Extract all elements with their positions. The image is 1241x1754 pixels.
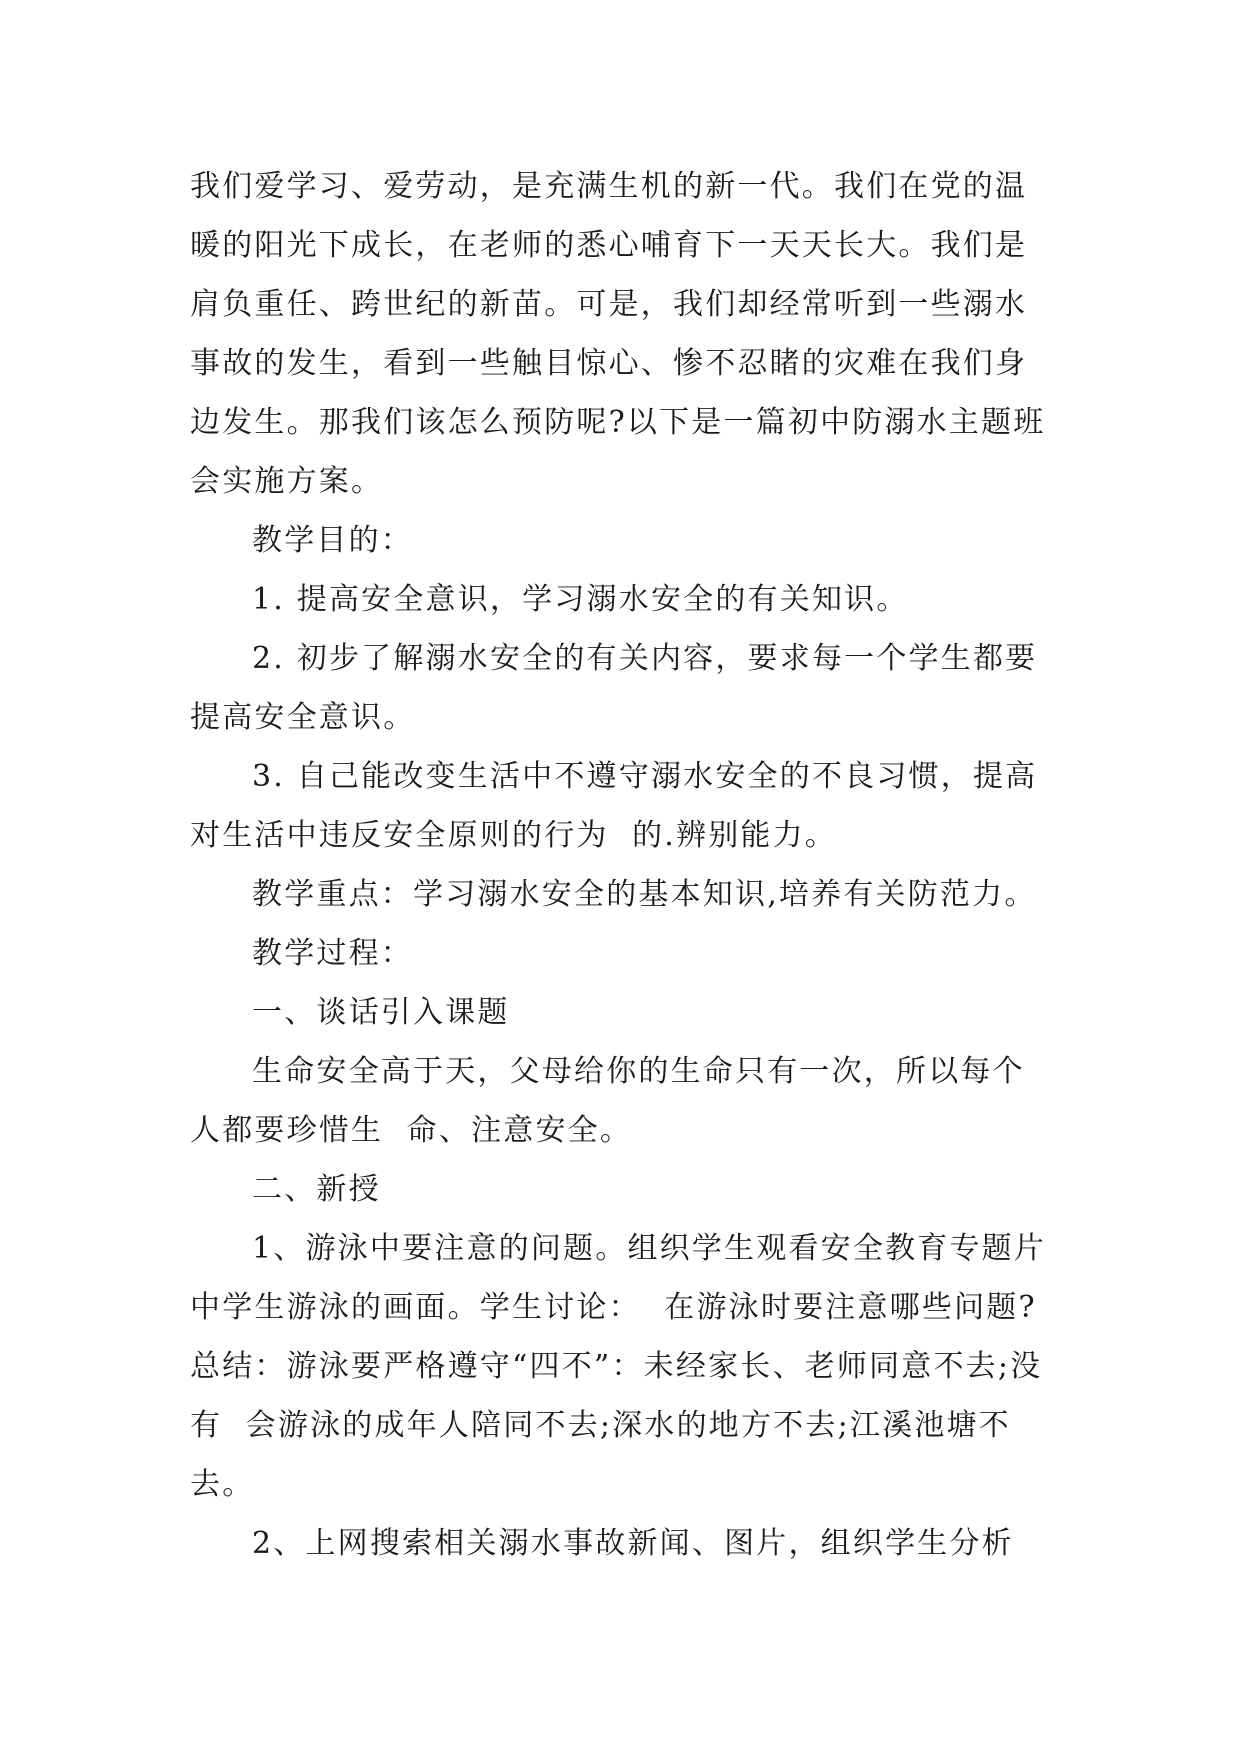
paragraph-online-search: 2、上网搜索相关溺水事故新闻、图片，组织学生分析 [252, 1526, 1014, 1561]
paragraph-teaching-focus: 教学重点：学习溺水安全的基本知识,培养有关防范力。 [252, 877, 1037, 912]
paragraph-swimming-issues: 1、游泳中要注意的问题。组织学生观看安全教育专题片中学生游泳的画面。学生讨论： 在游泳时要注意哪些问题?总结：游泳要严格遵守“四不”：未经家长、老师同意不去;没有 会游泳的成年人陪同不去;深水的地方不去;江溪池塘不去。 [190, 1231, 1047, 1502]
document-body [190, 157, 1050, 1573]
paragraph-goal-1: 1. 提高安全意识，学习溺水安全的有关知识。 [252, 582, 909, 617]
paragraph-goal-3: 3. 自己能改变生活中不遵守溺水安全的不良习惯，提高对生活中违反安全原则的行为 的.辨别能力。 [190, 759, 1038, 853]
paragraph-teaching-process-heading: 教学过程： [252, 936, 413, 971]
paragraph-teaching-goal-heading: 教学目的： [252, 523, 413, 558]
paragraph-goal-2: 2. 初步了解溺水安全的有关内容，要求每一个学生都要提高安全意识。 [190, 641, 1038, 735]
paragraph-section-1-heading: 一、谈话引入课题 [252, 995, 510, 1030]
paragraph-section-1-body: 生命安全高于天，父母给你的生命只有一次，所以每个人都要珍惜生 命、注意安全。 [190, 1054, 1025, 1148]
paragraph-section-2-heading: 二、新授 [252, 1172, 381, 1207]
paragraph-intro: 我们爱学习、爱劳动，是充满生机的新一代。我们在党的温暖的阳光下成长，在老师的悉心哺育下一天天长大。我们是肩负重任、跨世纪的新苗。可是，我们却经常听到一些溺水事故的发生，看到一些触目惊心、惨不忍睹的灾难在我们身边发生。那我们该怎么预防呢?以下是一篇初中防溺水主题班会实施方案。 [190, 169, 1046, 499]
